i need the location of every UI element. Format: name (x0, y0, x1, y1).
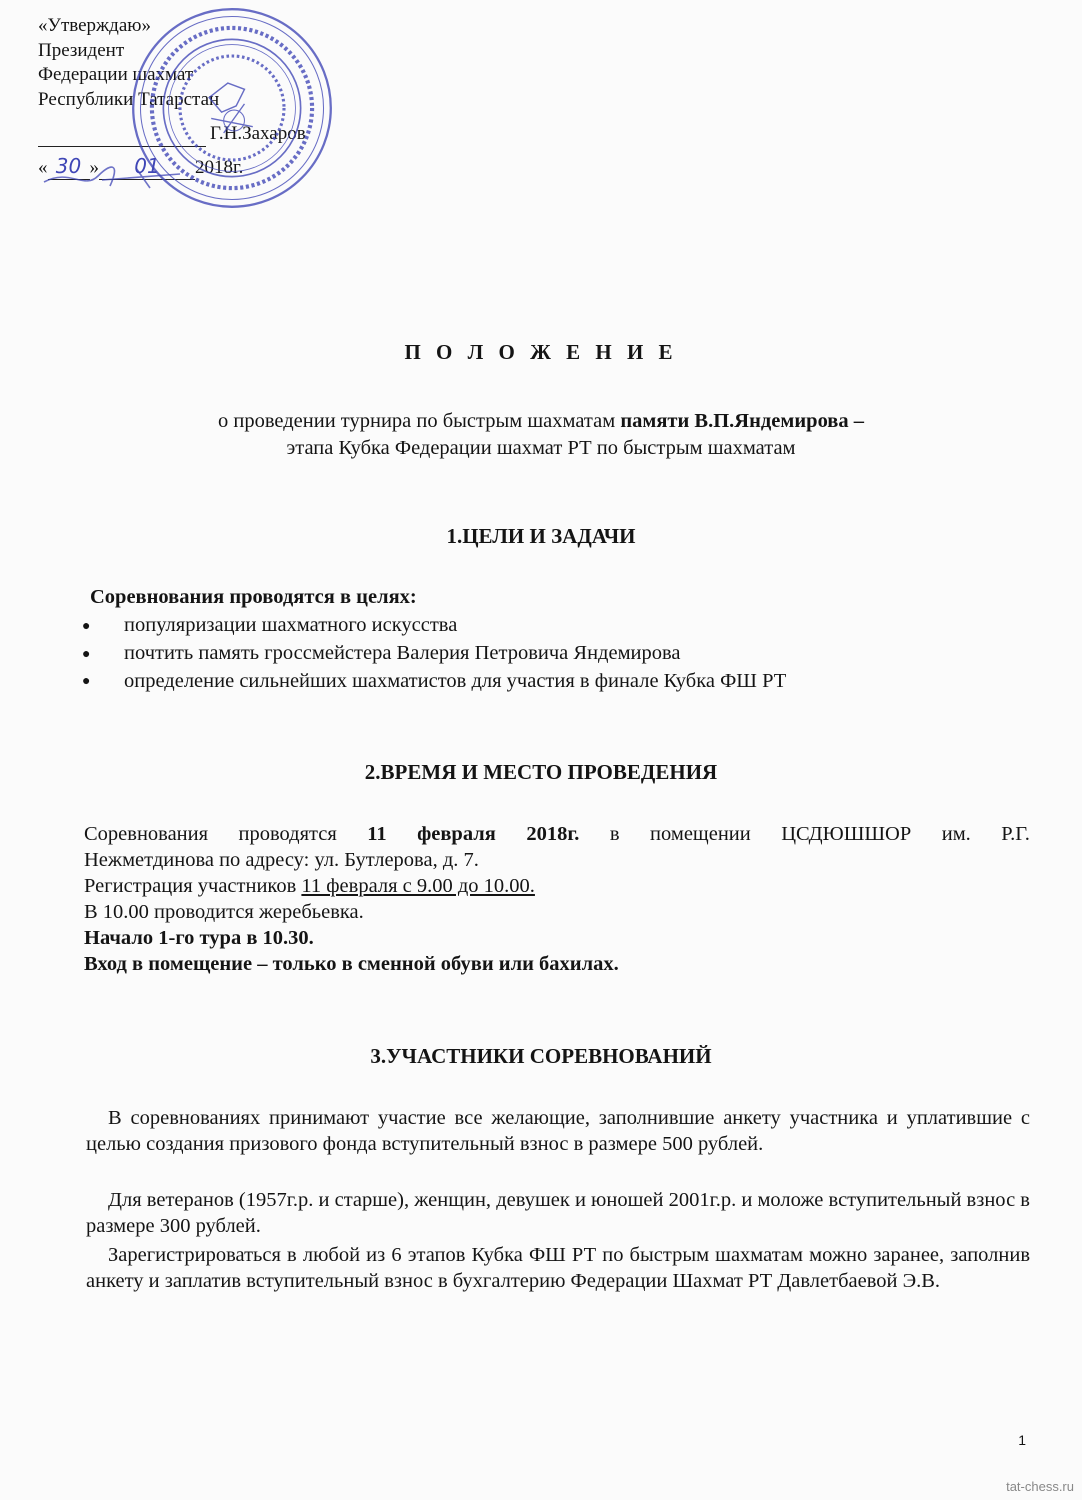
paragraph: Для ветеранов (1957г.р. и старше), женщин, девушек и юношей 2001г.р. и моложе вступительный взнос в размере 300 рублей. (86, 1189, 1030, 1237)
subtitle-bold: памяти В.П.Яндемирова – (620, 410, 865, 432)
approval-line: «Утверждаю» (38, 15, 151, 36)
document-title: П О Л О Ж Е Н И Е (404, 340, 678, 364)
watermark: tat-chess.ru (1006, 1479, 1074, 1494)
bullet-icon: ● (82, 674, 91, 690)
signer-name: Г.Н.Захаров (210, 123, 306, 144)
list-item: ● почтить память гроссмейстера Валерия Петровича Яндемирова (82, 640, 786, 668)
date-year: 2018г. (195, 157, 244, 178)
bullet-list (82, 612, 786, 695)
bullet-icon: ● (82, 618, 91, 634)
date-day: 30 (48, 154, 90, 180)
list-item: ● популяризации шахматного искусства (82, 612, 786, 640)
page-number: 1 (1018, 1432, 1026, 1448)
subtitle-text: о проведении турнира по быстрым шахматам (217, 410, 621, 432)
subtitle-line2: этапа Кубка Федерации шахмат РТ по быстрым шахматам (286, 437, 796, 459)
official-stamp (128, 4, 336, 212)
date-quote-open: « (38, 157, 48, 178)
document-subtitle (0, 408, 1082, 462)
approval-line: Республики Татарстан (38, 88, 220, 110)
paragraph-line: Соревнования проводятся 11 февраля 2018г. в помещении ЦСДЮШШОР им. Р.Г. (84, 823, 1030, 845)
section-heading: 1.ЦЕЛИ И ЗАДАЧИ (446, 524, 636, 548)
bullet-icon: ● (82, 646, 91, 662)
registration-line: Регистрация участников 11 февраля с 9.00 до 10.00. (84, 875, 535, 897)
date-quote-close: » (89, 157, 99, 178)
start-line: Начало 1-го тура в 10.30. (84, 927, 314, 949)
approval-line: Федерации шахмат (38, 64, 194, 85)
draw-line: В 10.00 проводится жеребьевка. (84, 901, 364, 923)
section-intro: Соревнования проводятся в целях: (90, 586, 417, 608)
date-month: 01 (99, 154, 195, 180)
section-heading: 2.ВРЕМЯ И МЕСТО ПРОВЕДЕНИЯ (364, 760, 718, 784)
section2-body (84, 821, 1030, 977)
section-heading: 3.УЧАСТНИКИ СОРЕВНОВАНИЙ (370, 1044, 712, 1068)
list-item: ● определение сильнейших шахматистов для участия в финале Кубка ФШ РТ (82, 668, 786, 696)
entry-line: Вход в помещение – только в сменной обуви или бахилах. (84, 953, 619, 975)
paragraph: Зарегистрироваться в любой из 6 этапов Кубка ФШ РТ по быстрым шахматам можно заранее, заполнив анкету и заплатив вступительный взнос в бухгалтерию Федерации Шахмат РТ Давлетбаевой Э.В. (86, 1244, 1030, 1292)
paragraph: В соревнованиях принимают участие все желающие, заполнившие анкету участника и уплатившие с целью создания призового фонда вступительный взнос в размере 500 рублей. (86, 1107, 1030, 1155)
paragraph-line: Нежметдинова по адресу: ул. Бутлерова, д. 7. (84, 849, 479, 871)
approval-line: Президент (38, 39, 125, 61)
